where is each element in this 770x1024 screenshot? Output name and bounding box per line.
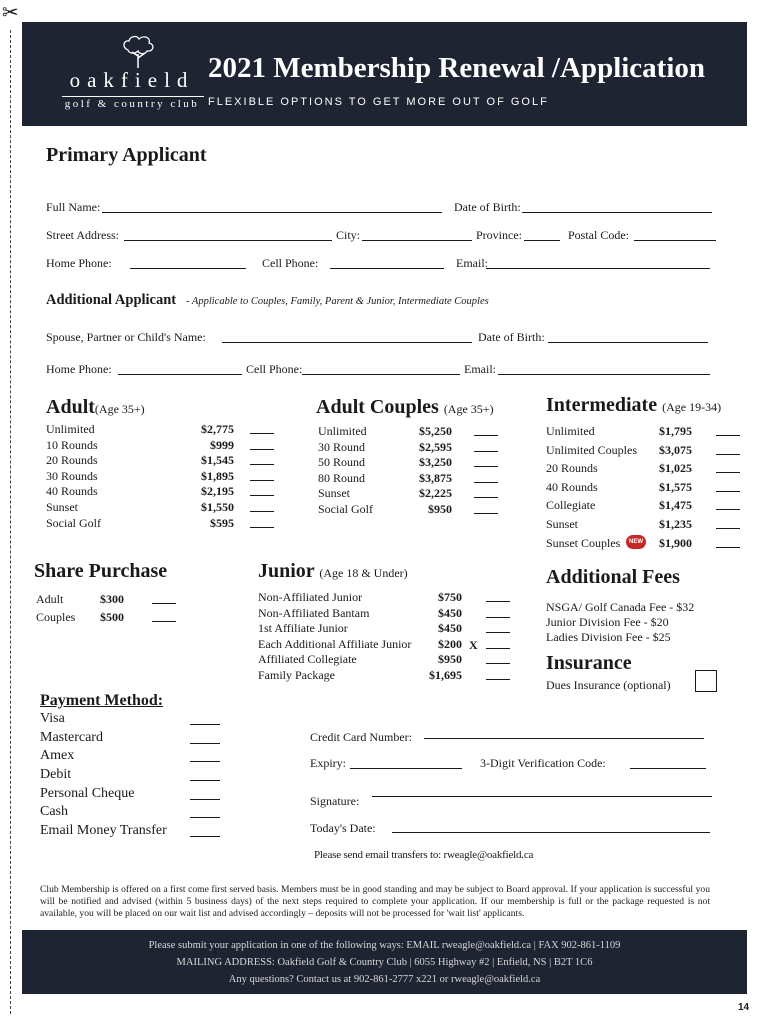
province-label: Province: xyxy=(476,228,522,242)
fee-junior-division: Junior Division Fee - $20 xyxy=(546,615,669,629)
couples-item xyxy=(318,471,508,487)
additional-heading: Additional Applicant xyxy=(46,292,177,308)
card-number-label: Credit Card Number: xyxy=(310,730,412,744)
intermediate-item xyxy=(546,480,746,499)
signature-field[interactable] xyxy=(372,796,712,797)
additional-note: - Applicable to Couples, Family, Parent & Junior, Intermediate Couples xyxy=(186,296,489,307)
junior-item xyxy=(258,590,518,606)
couples-selection-blank[interactable] xyxy=(474,435,498,436)
footer-submit-line: Please submit your application in one of the following ways: EMAIL rweagle@oakfield.ca | FAX 902-861-1109 xyxy=(148,940,621,951)
adult-item-price: $1,550 xyxy=(201,499,234,514)
adult-item-name: Unlimited xyxy=(46,422,95,436)
fee-nsga: NSGA/ Golf Canada Fee - $32 xyxy=(546,600,695,614)
adult-item-price: $2,195 xyxy=(201,484,234,499)
couples-selection-blank[interactable] xyxy=(474,451,498,452)
adult-item-price: $595 xyxy=(210,515,234,530)
intermediate-selection-blank[interactable] xyxy=(716,472,740,473)
header-banner xyxy=(22,22,747,126)
expiry-field[interactable] xyxy=(350,768,462,769)
logo-name: oakfield xyxy=(69,68,195,92)
additional-home-phone-field[interactable] xyxy=(118,374,242,375)
adult-age: (Age 35+) xyxy=(94,402,145,416)
additional-dob-label: Date of Birth: xyxy=(478,330,545,344)
adult-item-price: $1,545 xyxy=(201,453,234,468)
date-field[interactable] xyxy=(392,832,710,833)
intermediate-item-price: $1,575 xyxy=(659,479,692,494)
additional-email-label: Email: xyxy=(464,362,496,376)
share-item-price: $500 xyxy=(100,610,124,624)
intermediate-item-price: $1,025 xyxy=(659,461,692,476)
intermediate-item-name: 20 Rounds xyxy=(546,461,598,476)
junior-item xyxy=(258,652,518,668)
junior-selection-blank[interactable] xyxy=(486,632,510,633)
adult-item-name: 10 Rounds xyxy=(46,437,98,452)
couples-item xyxy=(318,486,508,502)
payment-method-blank[interactable] xyxy=(190,780,220,781)
adult-item xyxy=(46,453,286,469)
payment-method-item xyxy=(40,823,230,842)
page-subtitle: FLEXIBLE OPTIONS TO GET MORE OUT OF GOLF xyxy=(208,96,549,108)
junior-item-price: $750 xyxy=(438,590,462,604)
junior-item-name: Family Package xyxy=(258,667,335,682)
couples-selection-blank[interactable] xyxy=(474,466,498,467)
intermediate-item xyxy=(546,443,746,462)
payment-method-item xyxy=(40,730,230,749)
intermediate-heading: Intermediate (Age 19-34) xyxy=(546,394,722,416)
adult-selection-blank[interactable] xyxy=(250,527,274,528)
payment-method-blank[interactable] xyxy=(190,724,220,725)
share-item-name: Couples xyxy=(36,610,76,624)
junior-age: (Age 18 & Under) xyxy=(319,566,408,580)
junior-selection-blank[interactable] xyxy=(486,663,510,664)
cell-phone-field[interactable] xyxy=(330,268,444,269)
share-selection-blank[interactable] xyxy=(152,621,176,622)
junior-multiplier: X xyxy=(469,638,478,652)
logo-divider xyxy=(62,96,204,97)
province-field[interactable] xyxy=(524,240,560,241)
payment-method-blank[interactable] xyxy=(190,836,220,837)
intermediate-item-name: 40 Rounds xyxy=(546,479,598,494)
intermediate-item-name: Sunset xyxy=(546,516,579,531)
junior-item-name: Non-Affiliated Junior xyxy=(258,590,363,604)
home-phone-field[interactable] xyxy=(130,268,246,269)
payment-method-label: Mastercard xyxy=(40,729,103,745)
payment-method-list xyxy=(40,711,230,842)
adult-selection-blank[interactable] xyxy=(250,449,274,450)
junior-item-name: Non-Affiliated Bantam xyxy=(258,605,370,620)
dob-field[interactable] xyxy=(522,212,712,213)
intermediate-item-price: $1,795 xyxy=(659,424,692,438)
intermediate-selection-blank[interactable] xyxy=(716,528,740,529)
couples-item-price: $950 xyxy=(428,501,452,516)
junior-item xyxy=(258,621,518,637)
junior-item-name: Affiliated Collegiate xyxy=(258,652,357,667)
intermediate-item xyxy=(546,461,746,480)
page-number: 14 xyxy=(738,1002,750,1013)
additional-home-phone-label: Home Phone: xyxy=(46,362,112,376)
cvv-field[interactable] xyxy=(630,768,706,769)
couples-item xyxy=(318,455,508,471)
couples-item-name: 30 Round xyxy=(318,439,366,454)
additional-dob-field[interactable] xyxy=(548,342,708,343)
intermediate-item xyxy=(546,517,746,536)
adult-item xyxy=(46,484,286,500)
intermediate-item xyxy=(546,424,746,443)
membership-notice: Club Membership is offered on a first come first served basis. Members must be in good standing and may be subject to Board approval. If your application is successful you will be notified and advised (within 5 business days) of the next steps required to complete your application. If our membership is full or the package requested is not available, you will be placed on our wait list and advised accordingly – deposits will not be processed for 'wait list' applicants. xyxy=(40,884,710,919)
date-label: Today's Date: xyxy=(310,821,376,835)
footer-address-line: MAILING ADDRESS: Oakfield Golf & Country Club | 6055 Highway #2 | Enfield, NS | B2T 1C6 xyxy=(176,957,593,968)
couples-item-name: 80 Round xyxy=(318,470,366,485)
footer-contact-line: Any questions? Contact us at 902-861-2777 x221 or rweagle@oakfield.ca xyxy=(228,974,541,985)
junior-item-name: Each Additional Affiliate Junior xyxy=(258,636,412,651)
junior-selection-blank[interactable] xyxy=(486,648,510,649)
dob-label: Date of Birth: xyxy=(454,200,521,214)
etransfer-note: Please send email transfers to: rweagle@oakfield.ca xyxy=(314,849,534,861)
junior-selection-blank[interactable] xyxy=(486,617,510,618)
adult-item xyxy=(46,500,286,516)
email-label: Email: xyxy=(456,256,488,270)
couples-selection-blank[interactable] xyxy=(474,497,498,498)
couples-item-name: Unlimited xyxy=(318,424,367,438)
payment-heading: Payment Method: xyxy=(40,692,164,709)
street-label: Street Address: xyxy=(46,228,119,242)
payment-method-label: Email Money Transfer xyxy=(40,823,167,839)
junior-item-price: $450 xyxy=(438,621,462,636)
adult-item-name: 40 Rounds xyxy=(46,484,98,499)
couples-selection-blank[interactable] xyxy=(474,513,498,514)
junior-item xyxy=(258,668,518,684)
intermediate-item-price: $3,075 xyxy=(659,442,692,457)
intermediate-selection-blank[interactable] xyxy=(716,454,740,455)
page-title: 2021 Membership Renewal /Application xyxy=(208,52,706,84)
adult-item-name: Social Golf xyxy=(46,515,101,530)
intermediate-item-name: Unlimited Couples xyxy=(546,442,637,457)
couples-heading: Adult Couples (Age 35+) xyxy=(316,396,494,418)
couples-age: (Age 35+) xyxy=(443,402,494,416)
additional-cell-phone-label: Cell Phone: xyxy=(246,362,303,376)
couples-selection-blank[interactable] xyxy=(474,482,498,483)
junior-selection-blank[interactable] xyxy=(486,601,510,602)
fee-ladies-division: Ladies Division Fee - $25 xyxy=(546,630,671,644)
couples-item-name: 50 Round xyxy=(318,455,366,470)
adult-item-name: Sunset xyxy=(46,499,79,514)
intermediate-selection-blank[interactable] xyxy=(716,509,740,510)
cut-line xyxy=(10,30,11,1014)
share-price-list xyxy=(36,592,182,628)
couples-item xyxy=(318,502,508,518)
adult-item xyxy=(46,469,286,485)
share-item-name: Adult xyxy=(36,592,64,606)
intermediate-item-price: $1,235 xyxy=(659,516,692,531)
oak-tree-icon xyxy=(118,34,158,70)
adult-selection-blank[interactable] xyxy=(250,495,274,496)
intermediate-item-price: $1,475 xyxy=(659,498,692,513)
cvv-label: 3-Digit Verification Code: xyxy=(480,756,606,770)
payment-method-blank[interactable] xyxy=(190,761,220,762)
adult-selection-blank[interactable] xyxy=(250,464,274,465)
payment-method-label: Personal Cheque xyxy=(40,785,135,801)
adult-item-name: 30 Rounds xyxy=(46,468,98,483)
intermediate-price-list xyxy=(546,424,746,554)
adult-item-price: $2,775 xyxy=(201,422,234,436)
fees-heading: Additional Fees xyxy=(546,566,680,588)
adult-item xyxy=(46,438,286,454)
share-heading: Share Purchase xyxy=(34,560,168,582)
couples-item-price: $2,595 xyxy=(419,439,452,454)
email-field[interactable] xyxy=(486,268,710,269)
intermediate-item xyxy=(546,498,746,517)
city-label: City: xyxy=(336,228,361,242)
new-badge: NEW xyxy=(626,535,646,549)
insurance-checkbox[interactable] xyxy=(695,670,717,692)
payment-method-item xyxy=(40,804,230,823)
city-field[interactable] xyxy=(362,240,472,241)
intermediate-item-name: Collegiate xyxy=(546,498,596,513)
adult-selection-blank[interactable] xyxy=(250,480,274,481)
primary-heading: Primary Applicant xyxy=(46,144,207,166)
signature-label: Signature: xyxy=(310,794,360,808)
payment-method-label: Debit xyxy=(40,767,72,783)
junior-item-price: $950 xyxy=(438,652,462,667)
junior-heading: Junior (Age 18 & Under) xyxy=(258,560,408,582)
street-field[interactable] xyxy=(124,240,332,241)
intermediate-item xyxy=(546,536,746,555)
couples-item xyxy=(318,424,508,440)
postal-label: Postal Code: xyxy=(568,228,630,242)
spouse-label: Spouse, Partner or Child's Name: xyxy=(46,330,206,344)
home-phone-label: Home Phone: xyxy=(46,256,112,270)
cell-phone-label: Cell Phone: xyxy=(262,256,319,270)
intermediate-selection-blank[interactable] xyxy=(716,435,740,436)
additional-email-field[interactable] xyxy=(498,374,710,375)
couples-item-price: $3,250 xyxy=(419,455,452,470)
junior-item xyxy=(258,606,518,622)
junior-item xyxy=(258,637,518,653)
couples-price-list xyxy=(318,424,508,518)
junior-price-list xyxy=(258,590,518,684)
junior-item-price: $450 xyxy=(438,605,462,620)
intermediate-item-name: Unlimited xyxy=(546,424,595,438)
adult-item xyxy=(46,516,286,532)
junior-item-price: $1,695 xyxy=(429,667,462,682)
payment-method-item xyxy=(40,748,230,767)
postal-field[interactable] xyxy=(634,240,716,241)
payment-method-label: Amex xyxy=(40,748,75,764)
adult-price-list xyxy=(46,422,286,531)
insurance-label: Dues Insurance (optional) xyxy=(546,678,671,692)
intermediate-selection-blank[interactable] xyxy=(716,491,740,492)
share-item xyxy=(36,592,182,610)
intermediate-selection-blank[interactable] xyxy=(716,547,740,548)
payment-method-blank[interactable] xyxy=(190,743,220,744)
payment-method-label: Cash xyxy=(40,804,68,820)
full-name-label: Full Name: xyxy=(46,200,101,214)
intermediate-age: (Age 19-34) xyxy=(662,400,722,414)
payment-method-item xyxy=(40,711,230,730)
adult-item-price: $999 xyxy=(210,437,234,452)
payment-method-label: Visa xyxy=(40,711,65,726)
adult-item xyxy=(46,422,286,438)
intermediate-item-price: $1,900 xyxy=(659,535,692,550)
adult-selection-blank[interactable] xyxy=(250,511,274,512)
logo-subtitle: golf & country club xyxy=(64,98,200,110)
junior-selection-blank[interactable] xyxy=(486,679,510,680)
share-item xyxy=(36,610,182,628)
spouse-field[interactable] xyxy=(222,342,472,343)
share-selection-blank[interactable] xyxy=(152,603,176,604)
couples-item-price: $2,225 xyxy=(419,486,452,501)
couples-item-price: $5,250 xyxy=(419,424,452,438)
expiry-label: Expiry: xyxy=(310,756,346,770)
couples-item-name: Social Golf xyxy=(318,501,373,516)
junior-item-name: 1st Affiliate Junior xyxy=(258,621,348,636)
footer-banner xyxy=(22,930,747,994)
couples-item-price: $3,875 xyxy=(419,470,452,485)
full-name-field[interactable] xyxy=(102,212,442,213)
share-item-price: $300 xyxy=(100,592,124,606)
additional-cell-phone-field[interactable] xyxy=(302,374,460,375)
adult-item-price: $1,895 xyxy=(201,468,234,483)
couples-item-name: Sunset xyxy=(318,486,351,501)
payment-method-item xyxy=(40,767,230,786)
scissors-icon: ✂ xyxy=(2,0,19,24)
payment-method-blank[interactable] xyxy=(190,817,220,818)
card-number-field[interactable] xyxy=(424,738,704,739)
payment-method-item xyxy=(40,786,230,805)
couples-item xyxy=(318,440,508,456)
junior-item-price: $200 xyxy=(438,636,462,651)
intermediate-item-name: Sunset Couples xyxy=(546,535,621,550)
adult-heading: Adult(Age 35+) xyxy=(46,396,145,418)
payment-method-blank[interactable] xyxy=(190,799,220,800)
adult-item-name: 20 Rounds xyxy=(46,453,98,468)
adult-selection-blank[interactable] xyxy=(250,433,274,434)
insurance-heading: Insurance xyxy=(546,652,632,674)
